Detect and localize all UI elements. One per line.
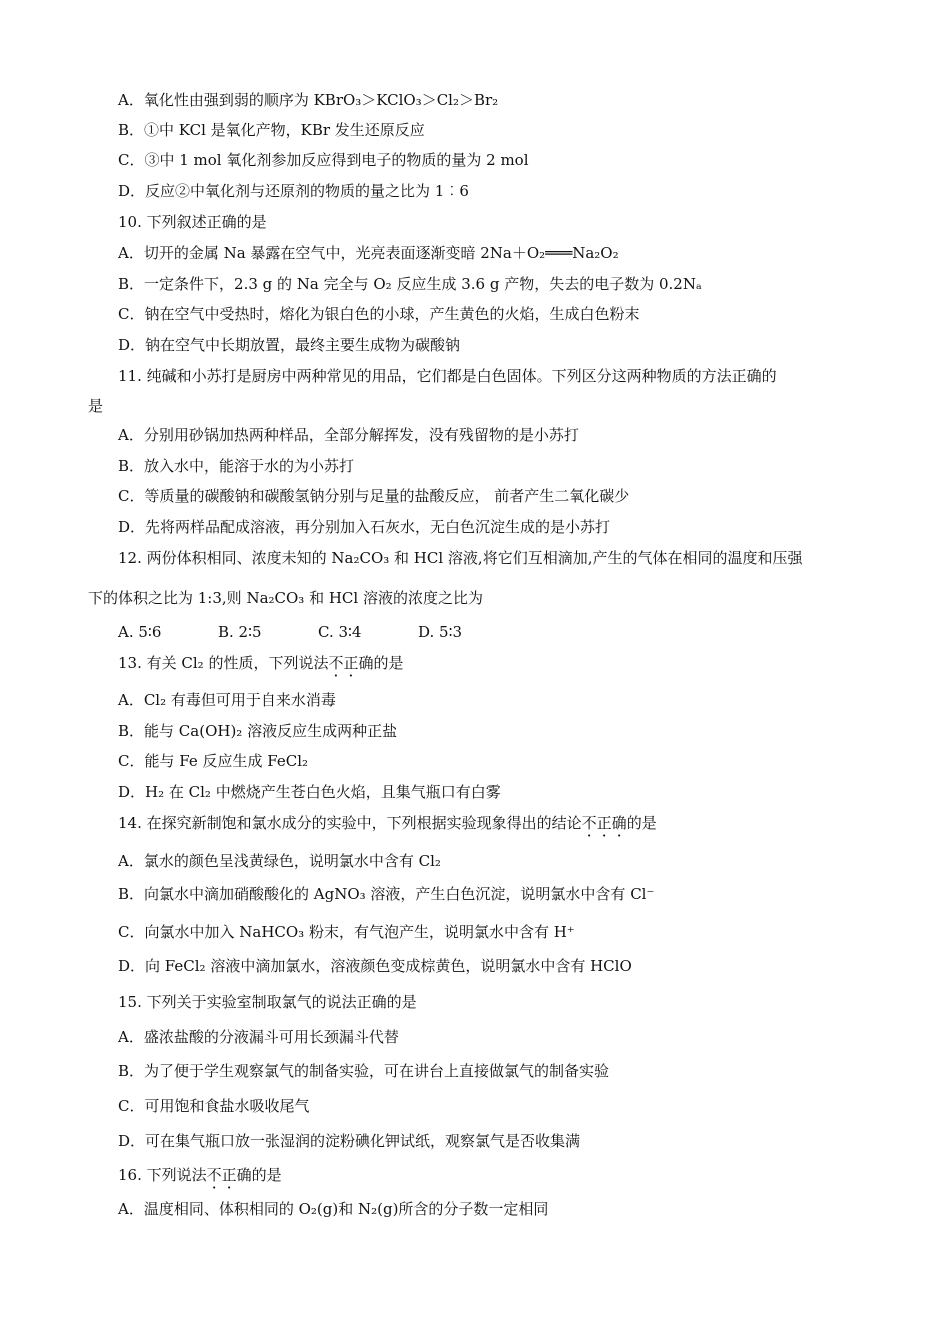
q9-option-c: C．③中 1 mol 氧化剂参加反应得到电子的物质的量为 2 mol xyxy=(118,151,529,169)
q9-option-d: D．反应②中氧化剂与还原剂的物质的量之比为 1︰6 xyxy=(118,182,469,200)
q11-option-c: C．等质量的碳酸钠和碳酸氢钠分别与足量的盐酸反应， 前者产生二氧化碳少 xyxy=(118,487,630,505)
q9-option-b: B．①中 KCl 是氧化产物，KBr 发生还原反应 xyxy=(118,121,425,139)
q12-option-c: C. 3∶4 xyxy=(318,623,362,641)
emphasis-dot: 不 xyxy=(581,814,597,832)
q12-options xyxy=(118,622,518,642)
q9-option-a: A．氧化性由强到弱的顺序为 KBrO₃＞KClO₃＞Cl₂＞Br₂ xyxy=(118,91,499,109)
q16-stem: 16. 下列说法不正确的是 xyxy=(118,1166,282,1184)
q14-option-b: B．向氯水中滴加硝酸酸化的 AgNO₃ 溶液，产生白色沉淀，说明氯水中含有 Cl⁻ xyxy=(118,885,655,903)
q16-option-a: A．温度相同、体积相同的 O₂(g)和 N₂(g)所含的分子数一定相同 xyxy=(118,1200,549,1218)
q14-option-a: A．氯水的颜色呈浅黄绿色，说明氯水中含有 Cl₂ xyxy=(118,852,441,870)
q13-option-c: C．能与 Fe 反应生成 FeCl₂ xyxy=(118,752,308,770)
q15-stem: 15. 下列关于实验室制取氯气的说法正确的是 xyxy=(118,993,417,1011)
q14-option-c: C．向氯水中加入 NaHCO₃ 粉末，有气泡产生，说明氯水中含有 H⁺ xyxy=(118,923,575,941)
q10-option-d: D．钠在空气中长期放置，最终主要生成物为碳酸钠 xyxy=(118,336,461,354)
emphasis-dot: 不 xyxy=(328,654,344,672)
q13-option-a: A．Cl₂ 有毒但可用于自来水消毒 xyxy=(118,691,336,709)
q10-option-a: A．切开的金属 Na 暴露在空气中，光亮表面逐渐变暗 2Na＋O₂═══Na₂O₂ xyxy=(118,244,619,262)
q14-stem: 14. 在探究新制饱和氯水成分的实验中，下列根据实验现象得出的结论不正确的是 xyxy=(118,814,657,832)
emphasis-dot: 确 xyxy=(611,814,627,832)
q11-option-a: A．分别用砂锅加热两种样品，全部分解挥发，没有残留物的是小苏打 xyxy=(118,426,579,444)
q12-stem: 12. 两份体积相同、浓度未知的 Na₂CO₃ 和 HCl 溶液,将它们互相滴加,产生的气体在相同的温度和压强 xyxy=(118,549,803,567)
q10-option-b: B．一定条件下，2.3 g 的 Na 完全与 O₂ 反应生成 3.6 g 产物，失去的电子数为 0.2Nₐ xyxy=(118,275,702,293)
q13-option-b: B．能与 Ca(OH)₂ 溶液反应生成两种正盐 xyxy=(118,722,398,740)
q15-option-d: D．可在集气瓶口放一张湿润的淀粉碘化钾试纸，观察氯气是否收集满 xyxy=(118,1132,581,1150)
emphasis-dot: 正 xyxy=(343,654,359,672)
emphasis-dot: 正 xyxy=(596,814,612,832)
emphasis-dot: 不 xyxy=(206,1166,222,1184)
q15-option-b: B．为了便于学生观察氯气的制备实验，可在讲台上直接做氯气的制备实验 xyxy=(118,1062,610,1080)
q12-stem-wrap: 下的体积之比为 1:3,则 Na₂CO₃ 和 HCl 溶液的浓度之比为 xyxy=(88,589,483,607)
q13-option-d: D．H₂ 在 Cl₂ 中燃烧产生苍白色火焰，且集气瓶口有白雾 xyxy=(118,783,501,801)
q13-stem: 13. 有关 Cl₂ 的性质，下列说法不正确的是 xyxy=(118,654,404,672)
q15-option-c: C．可用饱和食盐水吸收尾气 xyxy=(118,1097,310,1115)
q12-option-d: D. 5∶3 xyxy=(418,623,463,641)
q10-option-c: C．钠在空气中受热时，熔化为银白色的小球，产生黄色的火焰，生成白色粉末 xyxy=(118,305,640,323)
q11-stem-wrap: 是 xyxy=(88,397,104,415)
q12-option-b: B. 2∶5 xyxy=(218,623,262,641)
q11-option-b: B．放入水中，能溶于水的为小苏打 xyxy=(118,457,355,475)
q10-stem: 10. 下列叙述正确的是 xyxy=(118,213,267,231)
q14-option-d: D．向 FeCl₂ 溶液中滴加氯水，溶液颜色变成棕黄色，说明氯水中含有 HClO xyxy=(118,957,632,975)
q12-option-a: A. 5∶6 xyxy=(118,623,162,641)
q15-option-a: A．盛浓盐酸的分液漏斗可用长颈漏斗代替 xyxy=(118,1028,399,1046)
q11-option-d: D．先将两样品配成溶液，再分别加入石灰水，无白色沉淀生成的是小苏打 xyxy=(118,518,611,536)
emphasis-dot: 正 xyxy=(221,1166,237,1184)
q11-stem: 11. 纯碱和小苏打是厨房中两种常见的用品，它们都是白色固体。下列区分这两种物质的方法正确的 xyxy=(118,367,777,385)
